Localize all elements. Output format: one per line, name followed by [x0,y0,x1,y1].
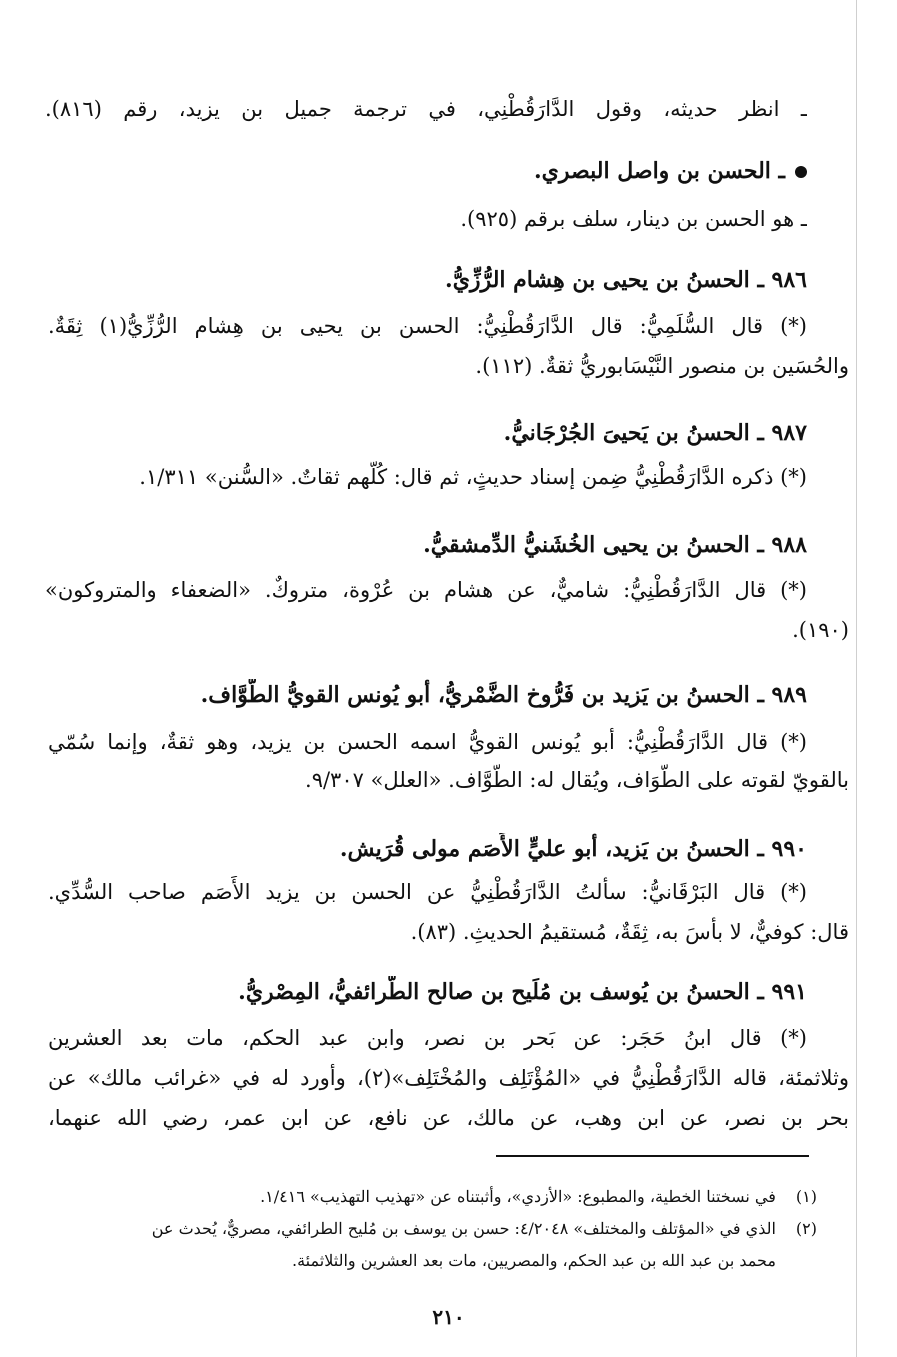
entry-heading [45,155,807,187]
line-text: (*) قال البَرْقَانيُّ: سألتُ الدَّارَقُطْنِيُّ عن الحسن بن يزيد الأَصَم صاحب السُّدِّي. [48,880,807,904]
line-text: والحُسَين بن منصور النَّيْسَابوريُّ ثقةٌ. (١١٢). [475,354,849,378]
line-text: (*) قال السُّلَمِيُّ: قال الدَّارَقُطْنِيُّ: الحسن بن يحيى بن هِشام الرُّزِّيُّ(١) ثِقَةٌ. [48,314,807,338]
line-text: (*) قال الدَّارَقُطْنِيُّ: أبو يُونس القويُّ اسمه الحسن بن يزيد، وهو ثقةٌ، وإنما سُمّي [48,730,807,754]
footnote-number: (١) [795,1187,817,1206]
line-text: (١٩٠). [792,618,849,642]
line-text: ـ هو الحسن بن دينار، سلف برقم (٩٢٥). [460,207,807,231]
entry-heading [45,679,807,711]
entry-heading [45,976,807,1008]
page-edge-line [856,0,857,1357]
entry-heading [45,529,807,561]
entry-heading [45,833,807,865]
text-line [45,203,807,235]
heading-text: ٩٨٦ ـ الحسنُ بن يحيى بن هِشام الرُّزِّيُّ. [445,267,807,293]
text-line [45,93,807,125]
footnote [45,1184,817,1210]
text-line [45,916,849,948]
text-line [48,726,807,758]
bullet-icon [795,166,807,178]
heading-text: ٩٨٩ ـ الحسنُ بن يَزيد بن فَرُّوخ الضَّمْريُّ، أبو يُونس القويُّ الطَّوَّاف. [200,682,807,708]
text-line [48,1022,807,1054]
text-line [45,350,849,382]
text-line [48,1062,849,1094]
heading-text: ٩٩٠ ـ الحسنُ بن يَزيد، أبو عليٍّ الأَصَم مولى قُرَيش. [339,836,807,862]
line-text: وثلاثمئة، قاله الدَّارَقُطْنِيُّ في «المُؤْتَلِف والمُخْتَلِف»(٢)، وأورد له في «غرائب مالك» عن [48,1066,849,1090]
line-text: ـ انظر حديثه، وقول الدَّارَقُطْنِي، في ترجمة جميل بن يزيد، رقم (٨١٦). [45,97,807,121]
heading-text: ـ الحسن بن واصل البصري. [534,158,785,184]
text-line [45,461,807,493]
text-line [45,764,849,796]
line-text: (*) قال الدَّارَقُطْنِيُّ: شاميٌّ، عن هشام بن عُرْوة، متروكٌ. «الضعفاء والمتروكون» [45,578,807,602]
text-line-end [792,614,849,646]
line-text: بحر بن نصر، عن ابن وهب، عن مالك، عن نافع، عن ابن عمر، رضي الله عنهما، [48,1106,849,1130]
footnote-text: الذي في «المؤتلف والمختلف» ٤/٢٠٤٨: حسن بن يوسف بن مُليح الطرائفي، مصريٌّ، يُحدث عن [151,1219,776,1238]
line-text: بالقويّ لقوته على الطَّوَاف، ويُقال له: الطَّوَّاف. «العلل» ٩/٣٠٧. [305,768,849,792]
line-text: (*) ذكره الدَّارَقُطْنِيُّ ضِمن إسناد حديثٍ، ثم قال: كُلُّهم ثقاتٌ. «السُّنن» ١/٣١١. [139,465,807,489]
text-line [48,310,807,342]
footnote-text: محمد بن عبد الله بن عبد الحكم، والمصريين، مات بعد العشرين والثلاثمئة. [292,1251,776,1270]
text-line [48,1102,849,1134]
line-text: قال: كوفيٌّ، لا بأْسَ به، ثِقَةٌ، مُستقيمُ الحديثِ. (٨٣). [410,920,849,944]
heading-text: ٩٨٧ ـ الحسنُ بن يَحيىَ الجُرْجَانيُّ. [503,420,807,446]
footnote [45,1216,817,1242]
heading-text: ٩٨٨ ـ الحسنُ بن يحيى الخُشَنيُّ الدِّمشقيُّ. [423,532,807,558]
line-text: (*) قال ابنُ حَجَر: عن بَحر بن نصر، وابن عبد الحكم، مات بعد العشرين [48,1026,807,1050]
page-number: ٢١٠ [432,1305,465,1329]
entry-heading [45,264,807,296]
text-line [48,876,807,908]
footnote-separator [496,1155,809,1157]
heading-text: ٩٩١ ـ الحسنُ بن يُوسف بن مُلَيح بن صالح الطَّرائفيُّ، المِصْريُّ. [238,979,807,1005]
text-line [45,574,807,606]
entry-heading [45,417,807,449]
footnote-continuation [45,1248,817,1274]
footnote-number: (٢) [795,1219,817,1238]
footnote-text: في نسختنا الخطية، والمطبوع: «الأزدي»، وأثبتناه عن «تهذيب التهذيب» ١/٤١٦. [260,1187,776,1206]
